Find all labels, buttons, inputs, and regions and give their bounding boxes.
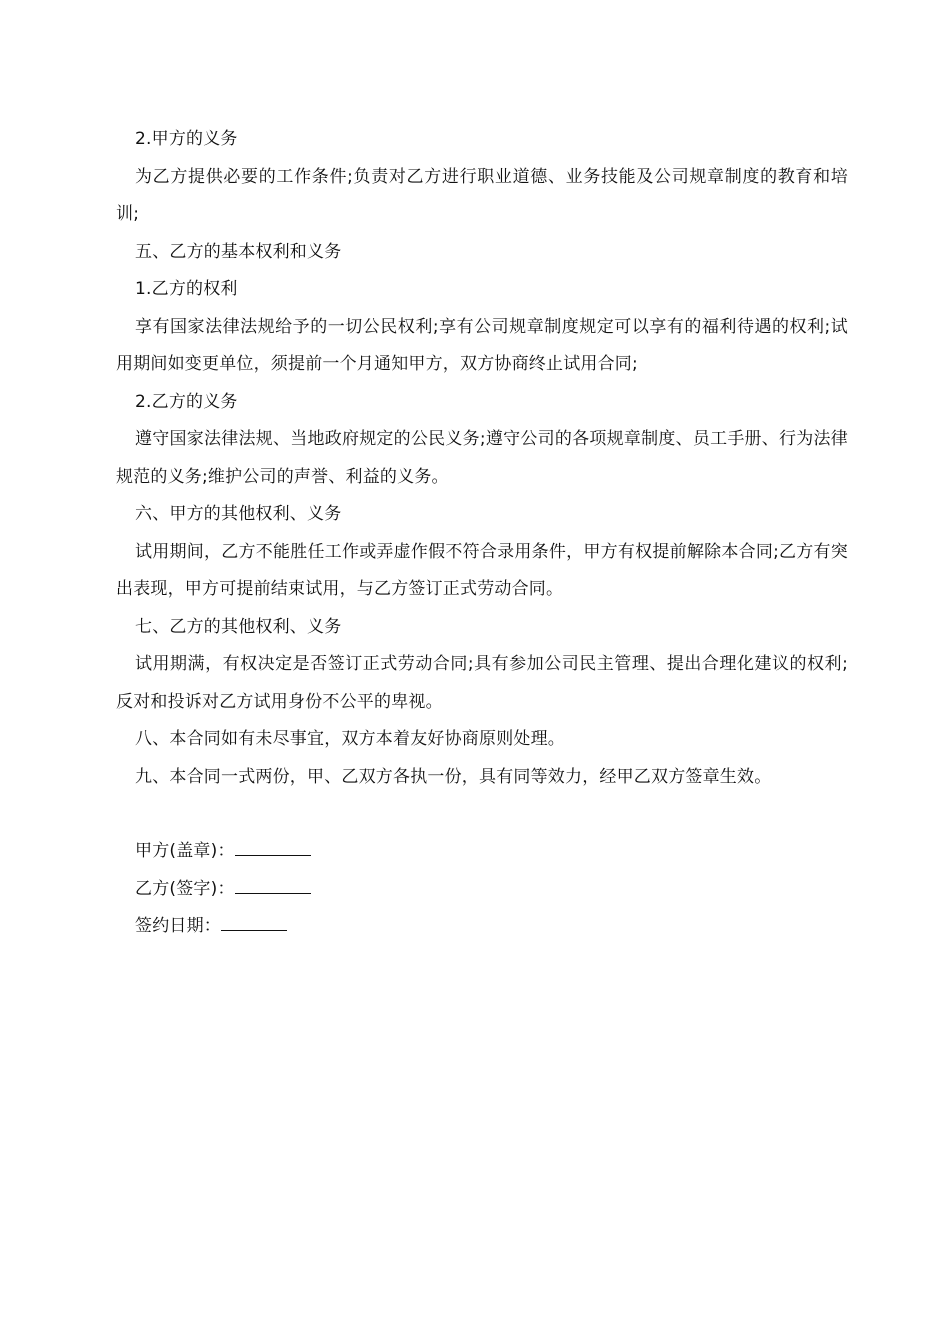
section-heading-party-b-obligations: 2.乙方的义务: [135, 391, 238, 412]
party-a-signature-label: 甲方(盖章)：: [135, 841, 235, 861]
party-b-signature-blank: [235, 875, 311, 894]
section-heading-party-b-rights: 1.乙方的权利: [135, 279, 238, 299]
party-a-signature-line: [116, 833, 848, 871]
section-eight: 八、本合同如有未尽事宜，双方本着友好协商原则处理。: [135, 729, 565, 749]
paragraph-six: 试用期间，乙方不能胜任工作或弄虚作假不符合录用条件，甲方有权提前解除本合同;乙方有突出表现，甲方可提前结束试用，与乙方签订正式劳动合同。: [116, 541, 848, 599]
party-b-signature-line: [116, 871, 848, 909]
contract-body: [116, 121, 848, 946]
section-heading-seven: 七、乙方的其他权利、义务: [135, 616, 342, 637]
paragraph-party-b-obligations: 遵守国家法律法规、当地政府规定的公民义务;遵守公司的各项规章制度、员工手册、行为法律规范的义务;维护公司的声誉、利益的义务。: [116, 429, 848, 487]
party-a-signature-blank: [235, 837, 311, 856]
signing-date-blank: [221, 912, 287, 931]
signing-date-label: 签约日期：: [135, 916, 221, 936]
signing-date-line: [116, 908, 848, 946]
party-b-signature-label: 乙方(签字)：: [135, 878, 235, 899]
signature-spacer: [116, 796, 848, 833]
paragraph-party-a-obligations: 为乙方提供必要的工作条件;负责对乙方进行职业道德、业务技能及公司规章制度的教育和培训;: [116, 166, 848, 224]
section-heading-five: 五、乙方的基本权利和义务: [135, 241, 342, 262]
paragraph-seven: 试用期满，有权决定是否签订正式劳动合同;具有参加公司民主管理、提出合理化建议的权利;反对和投诉对乙方试用身份不公平的卑视。: [116, 654, 848, 712]
paragraph-party-b-rights: 享有国家法律法规给予的一切公民权利;享有公司规章制度规定可以享有的福利待遇的权利;试用期间如变更单位，须提前一个月通知甲方，双方协商终止试用合同;: [116, 316, 848, 374]
section-heading-party-a-obligations: 2.甲方的义务: [135, 129, 238, 149]
section-heading-six: 六、甲方的其他权利、义务: [135, 504, 342, 524]
section-nine: 九、本合同一式两份，甲、乙双方各执一份，具有同等效力，经甲乙双方签章生效。: [135, 766, 772, 787]
